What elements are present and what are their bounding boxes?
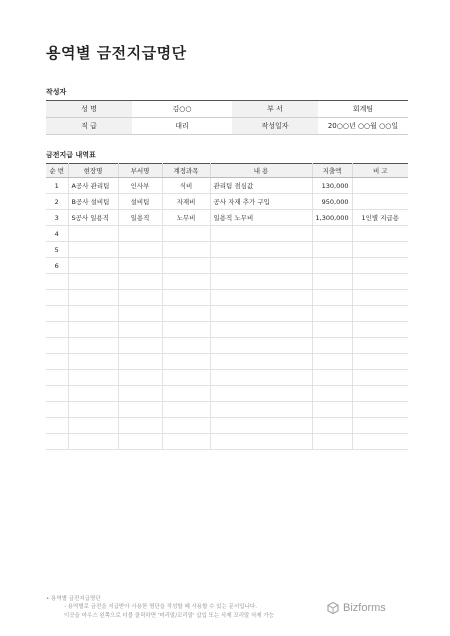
cell-account[interactable] (162, 370, 210, 386)
cell-dept[interactable] (118, 306, 162, 322)
table-row (46, 210, 408, 226)
cell-dept[interactable] (118, 354, 162, 370)
dept-value[interactable]: 회계팀 (318, 101, 408, 118)
cell-seq[interactable] (46, 434, 68, 450)
table-row (46, 226, 408, 242)
cell-account[interactable]: 자재비 (162, 194, 210, 210)
cell-dept[interactable] (118, 338, 162, 354)
cell-account[interactable] (162, 290, 210, 306)
items-header-row (46, 164, 408, 178)
cell-amount[interactable] (312, 434, 352, 450)
table-row (46, 354, 408, 370)
cell-content[interactable] (210, 258, 312, 274)
cell-note[interactable] (352, 418, 408, 434)
cell-dept[interactable]: 일용직 (118, 210, 162, 226)
cell-account[interactable] (162, 226, 210, 242)
cell-site[interactable] (68, 226, 118, 242)
cell-note[interactable]: 1인별 지급용 (352, 210, 408, 226)
header-dept: 부서명 (118, 164, 162, 178)
cell-amount[interactable] (312, 386, 352, 402)
cell-seq[interactable]: 6 (46, 258, 68, 274)
cell-account[interactable] (162, 338, 210, 354)
cell-site[interactable]: S공사 일용직 (68, 210, 118, 226)
cell-account[interactable] (162, 402, 210, 418)
table-row (46, 338, 408, 354)
logo-text: Bizforms (343, 602, 386, 614)
header-site: 현장명 (68, 164, 118, 178)
cell-amount[interactable]: 950,000 (312, 194, 352, 210)
date-label: 작성일자 (232, 118, 318, 135)
writer-section-label: 작성자 (46, 88, 67, 96)
table-row (46, 258, 408, 274)
cell-seq[interactable] (46, 274, 68, 290)
cell-account[interactable] (162, 306, 210, 322)
cell-site[interactable] (68, 434, 118, 450)
cell-account[interactable] (162, 322, 210, 338)
cell-seq[interactable] (46, 402, 68, 418)
cell-amount[interactable] (312, 242, 352, 258)
cell-dept[interactable] (118, 258, 162, 274)
cell-content[interactable]: 일용직 노무비 (210, 210, 312, 226)
cell-content[interactable] (210, 402, 312, 418)
cell-account[interactable]: 식비 (162, 178, 210, 194)
cell-seq[interactable] (46, 290, 68, 306)
cell-site[interactable] (68, 242, 118, 258)
table-row (46, 306, 408, 322)
cell-content[interactable] (210, 290, 312, 306)
cell-dept[interactable] (118, 434, 162, 450)
cell-dept[interactable] (118, 402, 162, 418)
header-note: 비 고 (352, 164, 408, 178)
cell-dept[interactable] (118, 322, 162, 338)
cell-site[interactable] (68, 290, 118, 306)
cell-seq[interactable] (46, 386, 68, 402)
cell-site[interactable] (68, 354, 118, 370)
cell-account[interactable] (162, 386, 210, 402)
cell-seq[interactable]: 1 (46, 178, 68, 194)
name-value[interactable]: 김○○ (132, 101, 232, 118)
cell-content[interactable] (210, 434, 312, 450)
cell-site[interactable]: B공사 설비팀 (68, 194, 118, 210)
cell-content[interactable] (210, 226, 312, 242)
cell-site[interactable] (68, 402, 118, 418)
cell-note[interactable] (352, 178, 408, 194)
cell-amount[interactable] (312, 258, 352, 274)
cell-seq[interactable]: 3 (46, 210, 68, 226)
rank-label: 직 급 (46, 118, 132, 135)
table-row (46, 402, 408, 418)
cell-note[interactable] (352, 402, 408, 418)
cell-site[interactable] (68, 418, 118, 434)
footer-doc-name: 용역별 금전지급명단 (51, 596, 101, 602)
cell-dept[interactable]: 인사부 (118, 178, 162, 194)
cell-site[interactable] (68, 306, 118, 322)
cell-dept[interactable] (118, 370, 162, 386)
cell-content[interactable] (210, 274, 312, 290)
cell-content[interactable] (210, 386, 312, 402)
cell-content[interactable]: 공사 자재 추가 구입 (210, 194, 312, 210)
name-label: 성 명 (46, 101, 132, 118)
footer-bullet: • 용역별 금전지급명단 (46, 596, 101, 602)
cell-amount[interactable] (312, 370, 352, 386)
table-row (46, 386, 408, 402)
cell-dept[interactable] (118, 290, 162, 306)
cell-account[interactable] (162, 242, 210, 258)
cell-seq[interactable] (46, 322, 68, 338)
header-account: 계정과목 (162, 164, 210, 178)
dept-label: 부 서 (232, 101, 318, 118)
cell-account[interactable] (162, 418, 210, 434)
cell-seq[interactable]: 5 (46, 242, 68, 258)
cell-amount[interactable] (312, 354, 352, 370)
cell-note[interactable] (352, 274, 408, 290)
table-row (46, 274, 408, 290)
cell-account[interactable]: 노무비 (162, 210, 210, 226)
cell-amount[interactable] (312, 274, 352, 290)
bizforms-logo (327, 602, 386, 614)
cell-content[interactable] (210, 338, 312, 354)
cell-account[interactable] (162, 354, 210, 370)
cell-note[interactable] (352, 322, 408, 338)
bizforms-logo-icon (327, 602, 339, 614)
cell-site[interactable] (68, 338, 118, 354)
cell-content[interactable] (210, 354, 312, 370)
cell-note[interactable] (352, 194, 408, 210)
rank-value[interactable]: 대리 (132, 118, 232, 135)
cell-site[interactable] (68, 322, 118, 338)
cell-amount[interactable]: 130,000 (312, 178, 352, 194)
cell-amount[interactable] (312, 418, 352, 434)
cell-amount[interactable] (312, 226, 352, 242)
cell-content[interactable] (210, 306, 312, 322)
header-content: 내 용 (210, 164, 312, 178)
cell-note[interactable] (352, 370, 408, 386)
cell-content[interactable]: 관리팀 점심값 (210, 178, 312, 194)
cell-amount[interactable] (312, 338, 352, 354)
cell-note[interactable] (352, 354, 408, 370)
cell-seq[interactable] (46, 338, 68, 354)
cell-note[interactable] (352, 226, 408, 242)
footer-hint: 이곳을 마우스 왼쪽으로 더블 클릭하면 '머리말/꼬리말' 삽입 또는 삭제 꼬리말 삭제 가능 (64, 613, 275, 619)
cell-content[interactable] (210, 418, 312, 434)
cell-note[interactable] (352, 434, 408, 450)
cell-amount[interactable] (312, 290, 352, 306)
cell-amount[interactable] (312, 402, 352, 418)
cell-note[interactable] (352, 386, 408, 402)
cell-seq[interactable]: 2 (46, 194, 68, 210)
cell-note[interactable] (352, 290, 408, 306)
cell-dept[interactable]: 설비팀 (118, 194, 162, 210)
cell-seq[interactable] (46, 306, 68, 322)
cell-seq[interactable] (46, 354, 68, 370)
table-row (46, 290, 408, 306)
cell-dept[interactable] (118, 242, 162, 258)
cell-dept[interactable] (118, 226, 162, 242)
table-row (46, 418, 408, 434)
cell-account[interactable] (162, 434, 210, 450)
cell-dept[interactable] (118, 386, 162, 402)
cell-site[interactable] (68, 370, 118, 386)
cell-dept[interactable] (118, 418, 162, 434)
cell-content[interactable] (210, 322, 312, 338)
table-row (46, 178, 408, 194)
footer-description: - 용역별로 금전을 지급받아 사용한 명단을 작성할 때 사용할 수 있는 문서입니다. (64, 604, 257, 610)
date-value[interactable]: 20○○년 ○○월 ○○일 (318, 118, 408, 135)
cell-seq[interactable] (46, 418, 68, 434)
writer-row-2 (46, 118, 408, 135)
cell-content[interactable] (210, 370, 312, 386)
writer-row-1 (46, 101, 408, 118)
writer-table (46, 100, 408, 135)
cell-site[interactable] (68, 274, 118, 290)
cell-seq[interactable] (46, 370, 68, 386)
cell-note[interactable] (352, 306, 408, 322)
cell-dept[interactable] (118, 274, 162, 290)
cell-amount[interactable] (312, 322, 352, 338)
table-row (46, 322, 408, 338)
cell-site[interactable] (68, 258, 118, 274)
page-title: 용역별 금전지급명단 (46, 44, 187, 62)
header-seq: 순 번 (46, 164, 68, 178)
cell-note[interactable] (352, 242, 408, 258)
cell-account[interactable] (162, 274, 210, 290)
table-row (46, 370, 408, 386)
table-row (46, 242, 408, 258)
cell-site[interactable]: A공사 관리팀 (68, 178, 118, 194)
cell-site[interactable] (68, 386, 118, 402)
cell-note[interactable] (352, 258, 408, 274)
items-table (46, 163, 408, 450)
cell-amount[interactable]: 1,300,000 (312, 210, 352, 226)
cell-seq[interactable]: 4 (46, 226, 68, 242)
cell-note[interactable] (352, 338, 408, 354)
table-row (46, 434, 408, 450)
header-amount: 지출액 (312, 164, 352, 178)
cell-account[interactable] (162, 258, 210, 274)
cell-amount[interactable] (312, 306, 352, 322)
table-row (46, 194, 408, 210)
items-section-label: 금전지급 내역표 (46, 151, 96, 159)
cell-content[interactable] (210, 242, 312, 258)
